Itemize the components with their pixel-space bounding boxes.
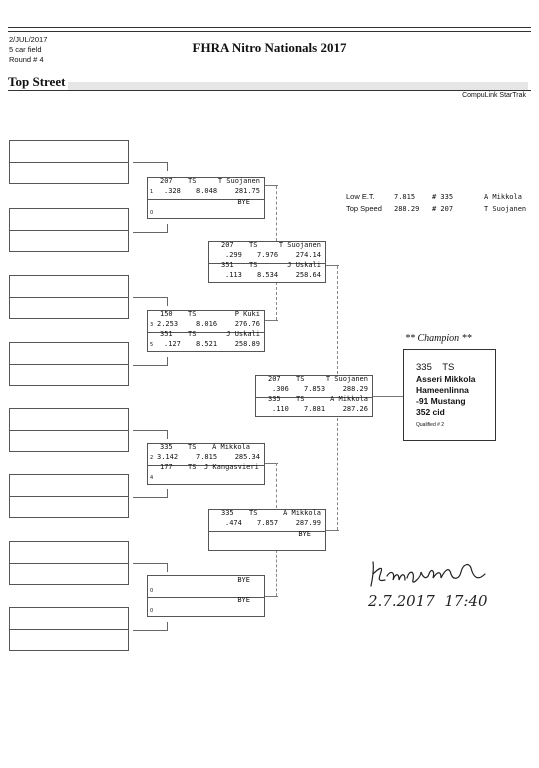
entry-box-3 [9,275,129,319]
entry-box-4 [9,342,129,386]
car-class: TS [188,310,197,318]
bracket-line [133,489,168,498]
elapsed-time: 8.521 [196,340,218,348]
car-number: 335 [268,395,281,403]
entry-box-8 [9,607,129,651]
elapsed-time: 7.857 [257,519,279,527]
driver-name: A Mikkola [330,395,368,403]
driver-name: J Uskali [287,261,321,269]
bracket-line [133,430,168,439]
elapsed-time: 8.048 [196,187,218,195]
round-number: Round # 4 [9,55,44,64]
match-slot-bottom [148,331,264,352]
event-title: FHRA Nitro Nationals 2017 [192,40,347,55]
champion-box [403,349,496,441]
car-class: TS [188,463,197,471]
entry-box-2 [9,208,129,252]
match-r1-1 [147,177,265,219]
champion-label: ** Champion ** [405,333,472,344]
elapsed-time: 8.534 [257,271,279,279]
match-slot-bottom [256,396,372,417]
car-class: TS [188,443,197,451]
car-number: 335 [221,509,234,517]
car-number: 207 [160,177,173,185]
driver-name: T Suojanen [325,375,368,383]
reaction-time: .113 [225,271,242,279]
event-date: 2/JUL/2017 [9,35,48,44]
software-name: CompuLink StarTrak [462,92,526,99]
top-speed-value: 288.29 [394,205,420,213]
match-slot-bottom [209,262,325,283]
champion-qualified: Qualified # 2 [416,422,445,428]
bracket-line [337,266,338,374]
elapsed-time: 7.815 [196,453,218,461]
top-speed-driver: T Suojanen [484,205,527,213]
bracket-line [133,297,168,306]
speed-mph: 258.89 [234,340,260,348]
lane-number: 2 [150,455,154,461]
lane-number: 0 [150,608,154,614]
car-number: 207 [221,241,234,249]
match-slot-bottom [148,198,264,219]
title-dotted-rule [68,82,528,90]
lane-number: 1 [150,189,154,195]
low-et-driver: A Mikkola [484,193,522,201]
match-slot-bottom [209,530,325,551]
car-number: 207 [268,375,281,383]
driver-name: BYE [237,576,250,584]
reaction-time: 2.253 [157,320,179,328]
low-et-car-number: # 335 [432,193,454,201]
low-et-value: 7.815 [394,193,416,201]
top-speed-label: Top Speed [346,204,382,213]
lane-number: 4 [150,475,154,481]
entry-box-1 [9,140,129,184]
entry-box-7 [9,541,129,585]
match-r1-2 [147,310,265,352]
bracket-line [133,622,168,631]
car-class: TS [188,330,197,338]
reaction-time: .306 [272,385,289,393]
driver-name: J Uskali [226,330,260,338]
reaction-time: .474 [225,519,242,527]
car-class: TS [249,261,258,269]
header-rule-top [8,27,531,28]
speed-mph: 285.34 [234,453,260,461]
champion-number-class: 335 TS [416,362,455,373]
bracket-line [133,357,168,366]
car-class: TS [296,375,305,383]
bracket-line [133,563,168,572]
bracket-line [276,463,277,508]
speed-mph: 258.64 [295,271,321,279]
driver-name: A Mikkola [283,509,321,517]
champion-city: Hameenlinna [416,385,469,395]
driver-name: A Mikkola [212,443,250,451]
speed-mph: 288.29 [342,385,368,393]
speed-mph: 287.99 [295,519,321,527]
speed-mph: 276.76 [234,320,260,328]
champion-engine: 352 cid [416,407,445,417]
bracket-line [265,320,278,321]
driver-name: T Suojanen [278,241,321,249]
match-slot-top [148,178,264,200]
lane-number: 0 [150,588,154,594]
bracket-line [276,550,277,596]
driver-name: T Suojanen [217,177,260,185]
bracket-line [133,162,168,171]
signature-date-time: 2.7.2017 17:40 [368,592,488,610]
reaction-time: 3.142 [157,453,179,461]
match-r2-2 [208,509,326,551]
elapsed-time: 7.976 [257,251,279,259]
lane-number: 3 [150,322,154,328]
match-r1-3 [147,443,265,485]
bracket-line [326,530,339,531]
elapsed-time: 7.853 [304,385,326,393]
car-number: 351 [160,330,173,338]
reaction-time: .328 [164,187,181,195]
bracket-line [373,396,404,397]
match-r1-4 [147,575,265,617]
champion-name: Asseri Mikkola [416,374,476,384]
class-title: Top Street [8,74,66,89]
car-class: TS [296,395,305,403]
match-r2-1 [208,241,326,283]
bracket-line [337,418,338,530]
car-class: TS [188,177,197,185]
elapsed-time: 8.016 [196,320,218,328]
speed-mph: 287.26 [342,405,368,413]
bracket-line [133,224,168,233]
lane-number: 0 [150,210,154,216]
speed-mph: 274.14 [295,251,321,259]
driver-name: J Kangasvieri [204,463,259,471]
match-slot-bottom [148,464,264,485]
driver-name: BYE [237,198,250,206]
elapsed-time: 7.881 [304,405,326,413]
bracket-line [265,596,278,597]
driver-name: BYE [298,530,311,538]
champion-car: -91 Mustang [416,396,466,406]
driver-name: P Kuki [234,310,260,318]
low-et-label: Low E.T. [346,192,375,201]
header-rule-bottom [8,90,531,91]
bracket-line [276,282,277,320]
entry-box-5 [9,408,129,452]
field-size: 5 car field [9,45,42,54]
reaction-time: .299 [225,251,242,259]
driver-name: BYE [237,596,250,604]
car-number: 177 [160,463,173,471]
match-final [255,375,373,417]
car-number: 335 [160,443,173,451]
match-slot-top [148,576,264,598]
top-speed-car-number: # 207 [432,205,454,213]
reaction-time: .127 [164,340,181,348]
event-stats [346,191,527,215]
car-number: 150 [160,310,173,318]
match-slot-bottom [148,596,264,617]
bracket-line [276,186,277,241]
lane-number: 5 [150,342,154,348]
match-slot-top [209,510,325,532]
car-number: 351 [221,261,234,269]
entry-box-6 [9,474,129,518]
reaction-time: .110 [272,405,289,413]
header-rule-top-2 [8,31,531,32]
car-class: TS [249,509,258,517]
handwritten-signature [365,556,495,596]
speed-mph: 281.75 [234,187,260,195]
car-class: TS [249,241,258,249]
